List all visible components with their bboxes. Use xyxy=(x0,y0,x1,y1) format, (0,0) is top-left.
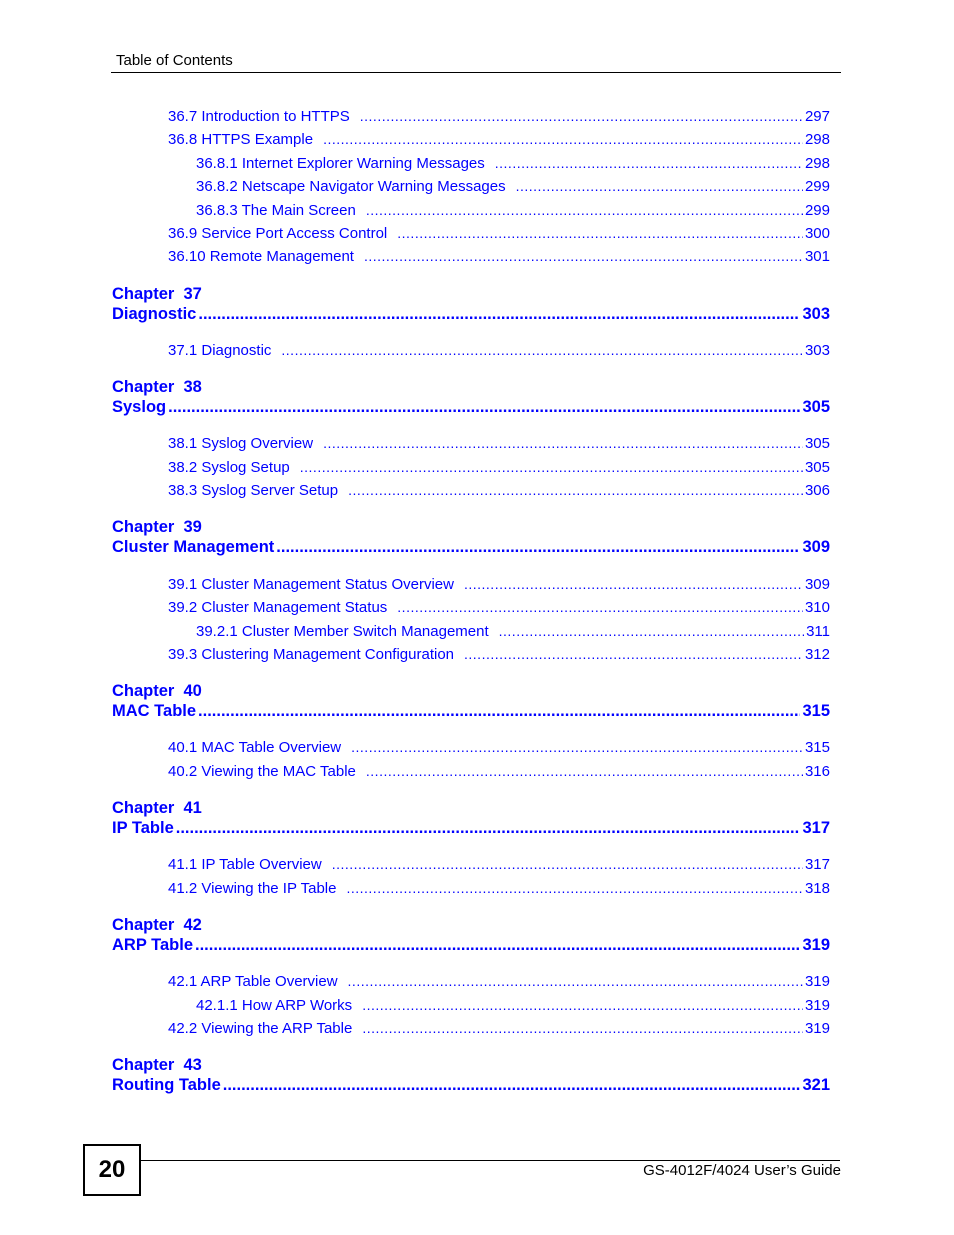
leader-dots xyxy=(332,854,803,874)
toc-entry-title: 36.8.3 The Main Screen xyxy=(196,202,356,219)
leader-dots xyxy=(366,200,803,220)
toc-entry[interactable] xyxy=(168,761,830,781)
chapter-title: Routing Table xyxy=(112,1076,221,1094)
chapter-label: Chapter 43 xyxy=(112,1056,202,1074)
leader-dots xyxy=(366,761,803,781)
toc-entry[interactable] xyxy=(168,878,830,898)
toc-entry[interactable] xyxy=(168,971,830,991)
chapter-label: Chapter 41 xyxy=(112,799,202,817)
leader-dots xyxy=(198,303,800,325)
page-number: 20 xyxy=(98,1156,126,1183)
chapter-title-entry[interactable] xyxy=(112,817,830,839)
chapter-title-entry[interactable] xyxy=(112,303,830,325)
toc-entry-title: 42.2 Viewing the ARP Table xyxy=(168,1020,353,1037)
chapter-title: Cluster Management xyxy=(112,538,275,556)
toc-entry-page: 299 xyxy=(804,178,830,195)
toc-entry-title: 40.1 MAC Table Overview xyxy=(168,739,342,756)
chapter-page: 317 xyxy=(802,819,830,837)
chapter-page: 319 xyxy=(802,936,830,954)
page-number-box xyxy=(83,1144,141,1196)
toc-entry-page: 306 xyxy=(804,482,830,499)
toc-entry-title: 36.7 Introduction to HTTPS xyxy=(168,108,350,125)
chapter-page: 321 xyxy=(802,1076,830,1094)
leader-dots xyxy=(351,737,803,757)
chapter-title-entry[interactable] xyxy=(112,1074,830,1096)
leader-dots xyxy=(176,817,801,839)
leader-dots xyxy=(360,106,803,126)
toc-entry-title: 38.3 Syslog Server Setup xyxy=(168,482,339,499)
chapter-title-entry[interactable] xyxy=(112,700,830,722)
toc-entry-title: 37.1 Diagnostic xyxy=(168,342,272,359)
toc-entry-page: 303 xyxy=(804,342,830,359)
toc-entry-page: 319 xyxy=(804,973,830,990)
toc-entry[interactable] xyxy=(168,574,830,594)
toc-entry-page: 298 xyxy=(804,155,830,172)
toc-entry-title: 41.1 IP Table Overview xyxy=(168,856,322,873)
chapter-label: Chapter 39 xyxy=(112,518,202,536)
toc-entry-page: 300 xyxy=(804,225,830,242)
toc-entry-title: 39.3 Clustering Management Configuration xyxy=(168,646,455,663)
leader-dots xyxy=(516,176,803,196)
toc-entry[interactable] xyxy=(196,995,830,1015)
toc-entry[interactable] xyxy=(196,176,830,196)
toc-entry-page: 319 xyxy=(804,997,830,1014)
toc-entry-title: 38.1 Syslog Overview xyxy=(168,435,314,452)
toc-entry-title: 36.8.1 Internet Explorer Warning Messages xyxy=(196,155,485,172)
toc-entry-title: 36.8 HTTPS Example xyxy=(168,131,314,148)
chapter-label: Chapter 42 xyxy=(112,916,202,934)
chapter-title-entry[interactable] xyxy=(112,934,830,956)
leader-dots xyxy=(397,223,803,243)
toc-entry-title: 42.1 ARP Table Overview xyxy=(168,973,338,990)
toc-entry[interactable] xyxy=(168,457,830,477)
chapter-page: 303 xyxy=(802,305,830,323)
toc-entry-title: 39.2 Cluster Management Status xyxy=(168,599,388,616)
toc-entry[interactable] xyxy=(168,480,830,500)
toc-entry[interactable] xyxy=(168,597,830,617)
chapter-page: 309 xyxy=(802,538,830,556)
chapter-title: ARP Table xyxy=(112,936,193,954)
toc-entry-page: 298 xyxy=(804,131,830,148)
leader-dots xyxy=(323,129,803,149)
toc-entry-title: 39.1 Cluster Management Status Overview xyxy=(168,576,454,593)
chapter-title-entry[interactable] xyxy=(112,396,830,418)
toc-entry-title: 36.8.2 Netscape Navigator Warning Messages xyxy=(196,178,506,195)
leader-dots xyxy=(499,621,804,641)
toc-entry-page: 311 xyxy=(806,623,830,640)
leader-dots xyxy=(464,644,803,664)
chapter-title: Diagnostic xyxy=(112,305,197,323)
leader-dots xyxy=(348,971,803,991)
chapter-page: 305 xyxy=(802,398,830,416)
leader-dots xyxy=(464,574,803,594)
leader-dots xyxy=(346,878,803,898)
toc-entry-page: 316 xyxy=(804,763,830,780)
toc-entry[interactable] xyxy=(168,737,830,757)
toc-entry[interactable] xyxy=(196,153,830,173)
leader-dots xyxy=(276,536,800,558)
leader-dots xyxy=(195,934,800,956)
toc-entry-title: 36.9 Service Port Access Control xyxy=(168,225,388,242)
chapter-title: IP Table xyxy=(112,819,174,837)
toc-entry-title: 42.1.1 How ARP Works xyxy=(196,997,353,1014)
toc-entry-title: 36.10 Remote Management xyxy=(168,248,354,265)
leader-dots xyxy=(198,700,800,722)
leader-dots xyxy=(495,153,803,173)
chapter-title-entry[interactable] xyxy=(112,536,830,558)
leader-dots xyxy=(362,1018,803,1038)
header-rule xyxy=(111,72,841,73)
leader-dots xyxy=(362,995,803,1015)
toc-entry-title: 38.2 Syslog Setup xyxy=(168,459,290,476)
toc-entry-title: 41.2 Viewing the IP Table xyxy=(168,880,337,897)
toc-entry[interactable] xyxy=(168,246,830,266)
toc-entry[interactable] xyxy=(196,200,830,220)
toc-entry-page: 318 xyxy=(804,880,830,897)
leader-dots xyxy=(323,433,803,453)
toc-entry-page: 315 xyxy=(804,739,830,756)
toc-entry[interactable] xyxy=(168,1018,830,1038)
leader-dots xyxy=(168,396,800,418)
toc-entry-title: 40.2 Viewing the MAC Table xyxy=(168,763,356,780)
chapter-title: Syslog xyxy=(112,398,167,416)
leader-dots xyxy=(348,480,803,500)
chapter-page: 315 xyxy=(802,702,830,720)
chapter-label: Chapter 38 xyxy=(112,378,202,396)
toc-entry-page: 301 xyxy=(804,248,830,265)
toc-entry[interactable] xyxy=(168,223,830,243)
leader-dots xyxy=(397,597,803,617)
toc-entry[interactable] xyxy=(168,129,830,149)
footer-rule xyxy=(140,1160,840,1161)
toc-entry[interactable] xyxy=(196,621,830,641)
toc-entry[interactable] xyxy=(168,106,830,126)
toc-entry-page: 305 xyxy=(804,459,830,476)
guide-name: GS-4012F/4024 User’s Guide xyxy=(643,1162,841,1179)
chapter-label: Chapter 37 xyxy=(112,285,202,303)
toc-entry[interactable] xyxy=(168,854,830,874)
chapter-title: MAC Table xyxy=(112,702,197,720)
toc-entry-page: 310 xyxy=(804,599,830,616)
leader-dots xyxy=(300,457,803,477)
toc-entry-page: 305 xyxy=(804,435,830,452)
toc-entry[interactable] xyxy=(168,644,830,664)
leader-dots xyxy=(281,340,803,360)
toc-entry[interactable] xyxy=(168,433,830,453)
toc-entry-page: 309 xyxy=(804,576,830,593)
toc-entry-page: 317 xyxy=(804,856,830,873)
leader-dots xyxy=(223,1074,801,1096)
toc-entry-page: 319 xyxy=(804,1020,830,1037)
chapter-label: Chapter 40 xyxy=(112,682,202,700)
toc-entry-page: 312 xyxy=(804,646,830,663)
running-header: Table of Contents xyxy=(116,52,233,69)
toc-entry[interactable] xyxy=(168,340,830,360)
leader-dots xyxy=(364,246,803,266)
toc-entry-page: 299 xyxy=(804,202,830,219)
toc-entry-title: 39.2.1 Cluster Member Switch Management xyxy=(196,623,489,640)
toc-entry-page: 297 xyxy=(804,108,830,125)
